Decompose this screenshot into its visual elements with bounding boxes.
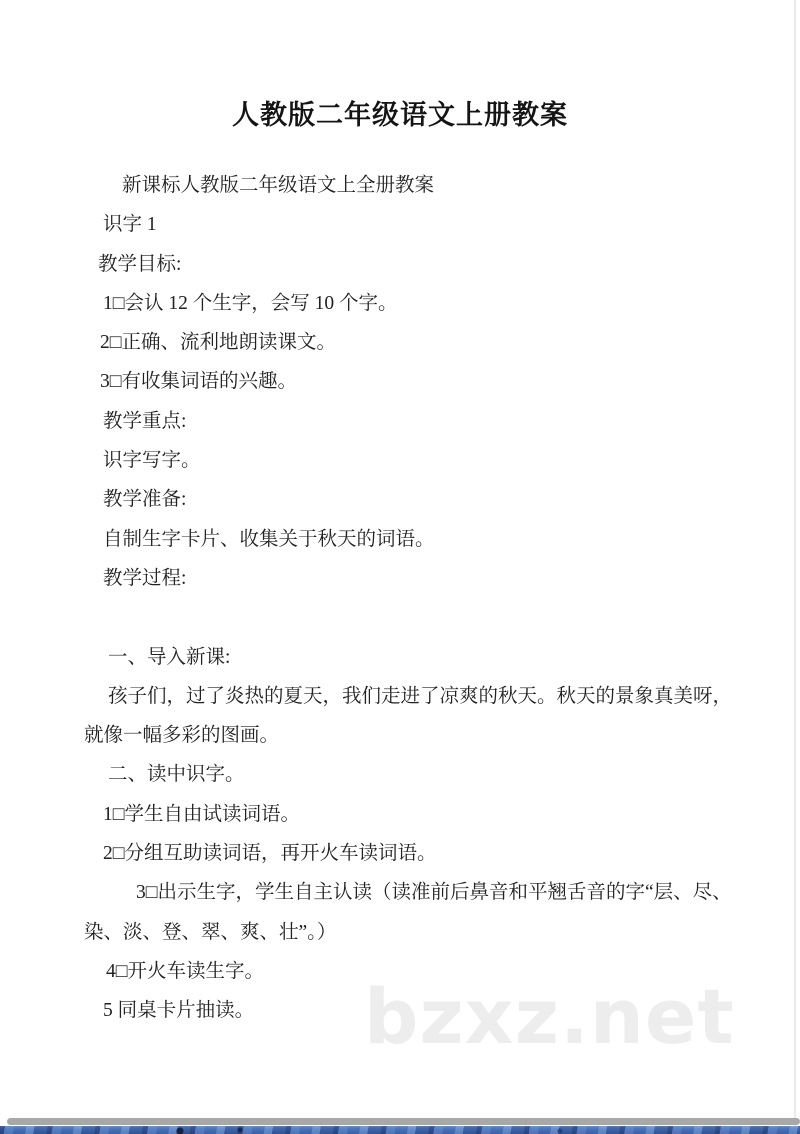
page-edge — [794, 0, 796, 1126]
doc-line: 染、淡、登、翠、爽、壮”。） — [84, 921, 337, 943]
document-body — [84, 166, 784, 1031]
doc-line: 1□学生自由试读词语。 — [103, 803, 301, 825]
doc-line: 一、导入新课: — [108, 646, 231, 668]
doc-line: 5 同桌卡片抽读。 — [103, 1000, 255, 1022]
doc-line: 识字 1 — [103, 214, 157, 236]
doc-line: 新课标人教版二年级语文上全册教案 — [122, 175, 435, 196]
doc-line: 自制生字卡片、收集关于秋天的词语。 — [103, 528, 435, 550]
doc-line: 教学过程: — [103, 567, 187, 589]
doc-line: 2□分组互助读词语，再开火车读词语。 — [103, 843, 437, 865]
doc-line: 2□正确、流利地朗读课文。 — [100, 332, 337, 354]
doc-line: 教学重点: — [103, 410, 187, 432]
doc-line: 二、读中识字。 — [108, 764, 245, 786]
decorative-border — [0, 1126, 800, 1134]
doc-line: 教学准备: — [103, 489, 187, 511]
doc-line: 孩子们，过了炎热的夏天，我们走进了凉爽的秋天。秋天的景象真美呀， — [108, 685, 733, 707]
doc-line: 识字写字。 — [103, 450, 201, 472]
watermark: bzxz.net — [364, 972, 735, 1061]
doc-line: 3□出示生字，学生自主认读（读准前后鼻音和平翘舌音的字“层、尽、 — [136, 882, 732, 904]
document-title: 人教版二年级语文上册教案 — [232, 100, 568, 131]
doc-line: 教学目标: — [98, 253, 182, 275]
doc-line: 3□有收集词语的兴趣。 — [100, 371, 298, 393]
doc-blank-line — [84, 598, 784, 637]
horizontal-scrollbar[interactable] — [7, 1118, 800, 1125]
doc-line: 4□开火车读生字。 — [106, 960, 265, 982]
doc-line: 1□会认 12 个生字，会写 10 个字。 — [103, 292, 398, 314]
doc-line: 就像一幅多彩的图画。 — [84, 725, 280, 747]
